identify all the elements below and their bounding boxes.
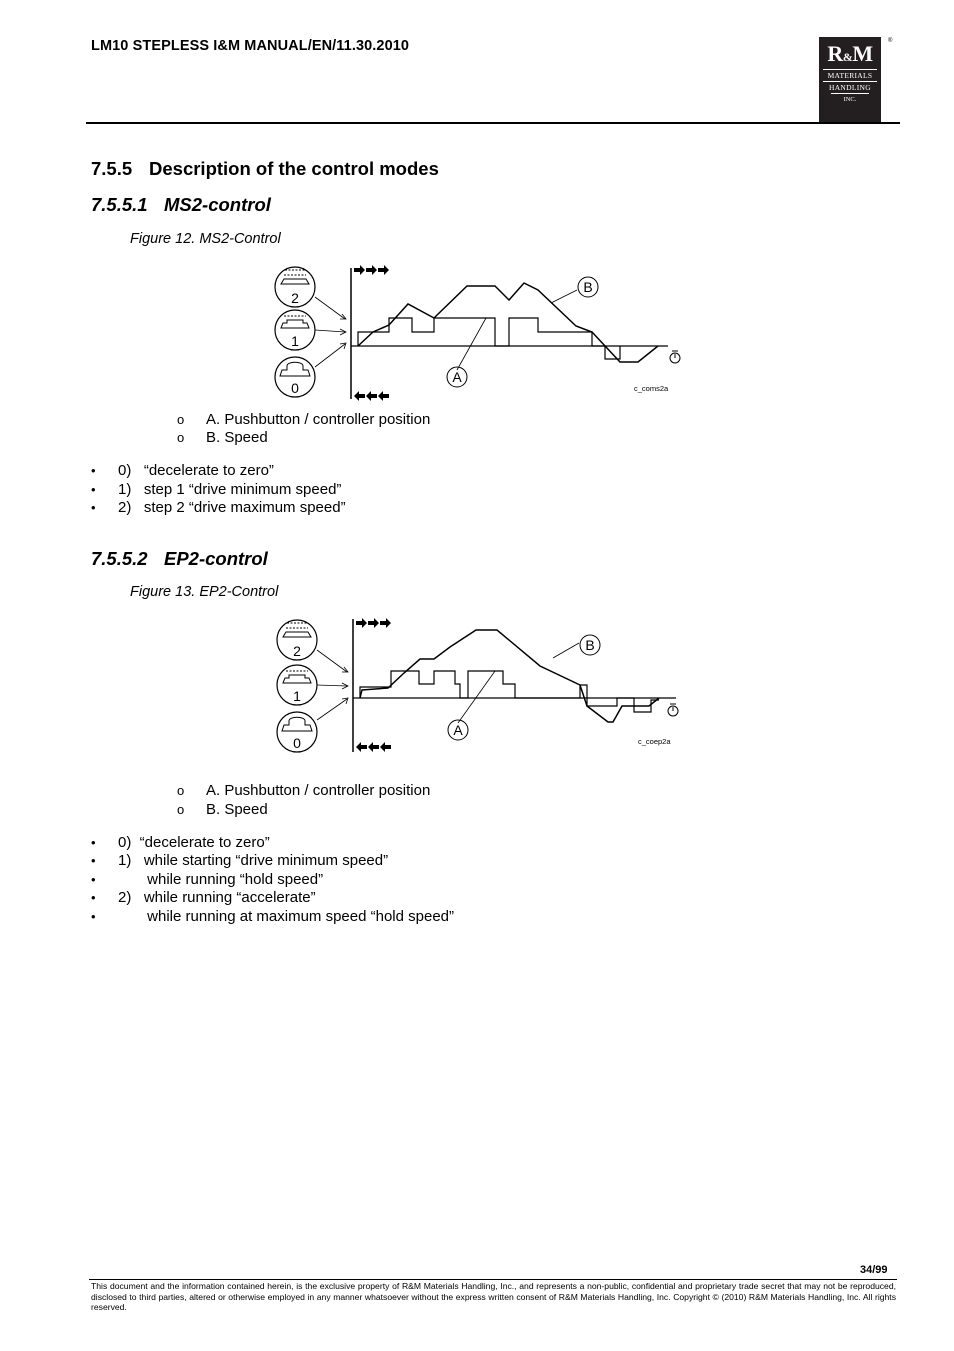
ms2-label-b: B xyxy=(583,279,593,295)
ep2-reverse-arrows xyxy=(356,742,391,752)
ms2-bullet: • 0) “decelerate to zero” xyxy=(91,462,274,479)
ms2-heading: 7.5.5.1 MS2-control xyxy=(91,194,271,215)
pushbutton-position-0-icon xyxy=(277,712,317,752)
document-title: LM10 STEPLESS I&M MANUAL/EN/11.30.2010 xyxy=(91,38,410,54)
ms2-control-diagram xyxy=(270,262,690,402)
ms2-figure-caption: Figure 12. MS2-Control xyxy=(130,231,281,247)
ms2-pos0-label: 0 xyxy=(291,380,299,396)
ep2-heading: 7.5.5.2 EP2-control xyxy=(91,548,268,569)
ep2-pos2-label: 2 xyxy=(293,643,301,659)
ms2-forward-arrows xyxy=(354,265,389,275)
footer-rule xyxy=(89,1279,897,1280)
ms2-label-a: A xyxy=(452,369,462,385)
ep2-bullet: • while running at maximum speed “hold speed” xyxy=(91,908,454,925)
ep2-bullet: • 2) while running “accelerate” xyxy=(91,889,316,906)
ms2-pos2-label: 2 xyxy=(291,290,299,306)
ep2-bullet: • while running “hold speed” xyxy=(91,871,324,888)
pushbutton-position-2-icon xyxy=(275,267,315,307)
ep2-bullet: • 1) while starting “drive minimum speed” xyxy=(91,852,389,869)
ep2-forward-arrows xyxy=(356,618,391,628)
pushbutton-position-1-icon xyxy=(277,665,317,705)
company-logo: R&M MATERIALS HANDLING INC. xyxy=(819,37,881,122)
ep2-pos0-label: 0 xyxy=(293,735,301,751)
registered-mark: ® xyxy=(888,38,893,44)
ms2-bullet: • 2) step 2 “drive maximum speed” xyxy=(91,499,346,516)
ep2-legend-item-a: o A. Pushbutton / controller position xyxy=(177,782,431,799)
ep2-label-b: B xyxy=(585,637,595,653)
ms2-legend-item-b: o B. Speed xyxy=(177,429,268,446)
section-heading: 7.5.5 Description of the control modes xyxy=(91,158,439,179)
ms2-pos1-label: 1 xyxy=(291,333,299,349)
ms2-timer-icon xyxy=(670,351,680,363)
pushbutton-position-0-icon xyxy=(275,357,315,397)
ep2-control-diagram xyxy=(272,615,692,755)
ep2-label-a: A xyxy=(453,722,463,738)
ms2-legend-item-a: o A. Pushbutton / controller position xyxy=(177,411,431,428)
page-number: 34/99 xyxy=(860,1264,888,1276)
ep2-bullet: • 0) “decelerate to zero” xyxy=(91,834,270,851)
ep2-figure-caption: Figure 13. EP2-Control xyxy=(130,584,279,600)
ep2-pos1-label: 1 xyxy=(293,688,301,704)
ep2-legend-item-b: o B. Speed xyxy=(177,801,268,818)
pushbutton-position-2-icon xyxy=(277,620,317,660)
ep2-figure-code: c_coep2a xyxy=(638,737,671,746)
ms2-figure-code: c_coms2a xyxy=(634,384,669,393)
header-rule xyxy=(86,122,900,124)
ms2-bullet: • 1) step 1 “drive minimum speed” xyxy=(91,481,342,498)
pushbutton-position-1-icon xyxy=(275,310,315,350)
ms2-reverse-arrows xyxy=(354,391,389,401)
ep2-timer-icon xyxy=(668,704,678,716)
confidentiality-notice: This document and the information contained herein, is the exclusive property of R&M Materials Handling, Inc., and represents a non-public, confidential and proprietary trade secret that may not be reproduced, disclosed to third parties, altered or otherwise employed in any manner whatsoever without the express written consent of R&M Materials Handling, Inc. Copyright © (2010) R&M Materials Handling, Inc. All rights reserved. xyxy=(91,1281,896,1312)
